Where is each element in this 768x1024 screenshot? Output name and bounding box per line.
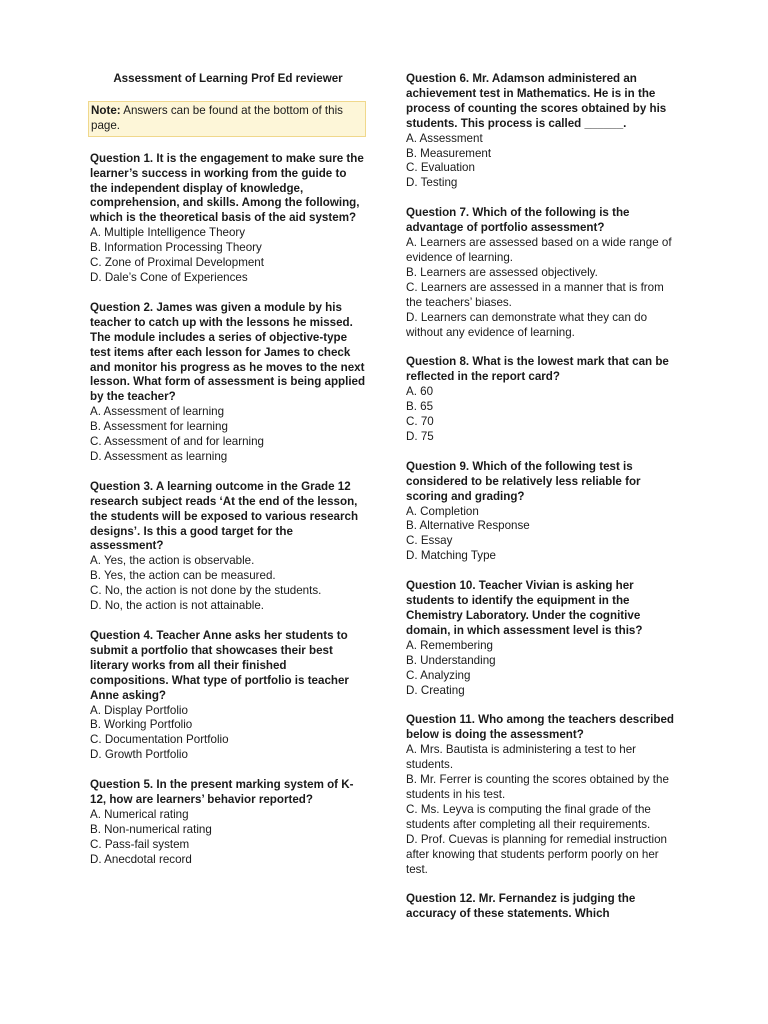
option-c: C. Pass-fail system — [90, 837, 190, 851]
option-a: A. Yes, the action is observable. — [90, 554, 255, 568]
option-b: B. Mr. Ferrer is counting the scores obtained by the students in his test. — [406, 773, 669, 801]
option-a: A. Multiple Intelligence Theory — [90, 226, 246, 240]
option-d: D. Prof. Cuevas is planning for remedial instruction after knowing that students perform poorly on her test. — [406, 832, 667, 876]
option-a: A. Assessment — [406, 131, 483, 145]
option-d: D. Dale’s Cone of Experiences — [90, 270, 248, 284]
option-b: B. Non-numerical rating — [90, 822, 212, 836]
question-text: Question 3. A learning outcome in the Grade 12 research subject reads ‘At the end of the lesson, the students will be exposed to various research designs’. Is this a good target for the assessment? — [90, 479, 359, 553]
right-column — [406, 72, 682, 937]
option-b: B. Yes, the action can be measured. — [90, 569, 276, 583]
option-d: D. Assessment as learning — [90, 449, 228, 463]
option-b: B. Working Portfolio — [90, 718, 193, 732]
option-a: A. Remembering — [406, 638, 493, 652]
option-c: C. Analyzing — [406, 668, 471, 682]
question-11 — [406, 713, 682, 877]
option-b: B. Measurement — [406, 146, 492, 160]
option-d: D. Learners can demonstrate what they can do without any evidence of learning. — [406, 310, 648, 339]
question-text: Question 6. Mr. Adamson administered an achievement test in Mathematics. He is in the process of counting the scores obtained by his students. This process is called ______. — [406, 72, 667, 130]
option-c: C. Ms. Leyva is computing the final grade of the students after completing all their requirements. — [406, 802, 651, 831]
option-d: D. Creating — [406, 683, 465, 697]
note-text: Answers can be found at the bottom of this page. — [91, 103, 343, 132]
option-a: A. Mrs. Bautista is administering a test to her students. — [406, 743, 637, 772]
option-a: A. 60 — [406, 385, 434, 399]
question-text: Question 12. Mr. Fernandez is judging the accuracy of these statements. Which — [406, 892, 636, 921]
question-3 — [90, 480, 366, 614]
answer-note — [88, 101, 366, 137]
question-text: Question 9. Which of the following test is considered to be relatively less reliable for scoring and grading? — [406, 459, 641, 503]
option-b: B. 65 — [406, 400, 434, 414]
question-10 — [406, 579, 682, 698]
question-text: Question 10. Teacher Vivian is asking her students to identify the equipment in the Chemistry Laboratory. Under the cognitive domain, in which assessment level is this? — [406, 579, 643, 637]
question-text: Question 5. In the present marking system of K-12, how are learners’ behavior reported? — [90, 778, 354, 807]
option-a: A. Completion — [406, 504, 479, 518]
option-c: C. 70 — [406, 415, 434, 429]
option-c: C. No, the action is not done by the students. — [90, 584, 322, 598]
question-text: Question 11. Who among the teachers described below is doing the assessment? — [406, 713, 675, 742]
option-c: C. Learners are assessed in a manner that is from the teachers’ biases. — [406, 280, 664, 309]
question-5 — [90, 778, 366, 867]
question-7 — [406, 206, 682, 340]
option-c: C. Documentation Portfolio — [90, 733, 229, 747]
question-text: Question 7. Which of the following is the advantage of portfolio assessment? — [406, 206, 630, 235]
question-text: Question 8. What is the lowest mark that can be reflected in the report card? — [406, 355, 669, 384]
question-8 — [406, 355, 682, 444]
document-title: Assessment of Learning Prof Ed reviewer — [113, 72, 343, 85]
option-b: B. Alternative Response — [406, 519, 530, 533]
option-c: C. Essay — [406, 534, 453, 548]
option-a: A. Numerical rating — [90, 807, 189, 821]
option-d: D. Growth Portfolio — [90, 748, 188, 762]
option-a: A. Learners are assessed based on a wide range of evidence of learning. — [406, 236, 672, 264]
option-c: C. Evaluation — [406, 161, 475, 175]
option-d: D. Matching Type — [406, 549, 497, 563]
option-d: D. No, the action is not attainable. — [90, 599, 265, 613]
option-a: A. Display Portfolio — [90, 703, 188, 717]
option-b: B. Understanding — [406, 653, 496, 667]
question-12 — [406, 892, 682, 922]
option-c: C. Assessment of and for learning — [90, 435, 264, 449]
option-c: C. Zone of Proximal Development — [90, 256, 264, 270]
question-text: Question 2. James was given a module by his teacher to catch up with the lessons he missed. The module includes a series of objective-type test items after each lesson for James to check and monitor his progress as he moves to the next lesson. What form of assessment is being applied by the teacher? — [90, 300, 366, 404]
option-b: B. Assessment for learning — [90, 420, 228, 434]
question-9 — [406, 460, 682, 564]
question-4 — [90, 629, 366, 763]
question-text: Question 4. Teacher Anne asks her students to submit a portfolio that showcases their best literary works from all their finished compositions. What type of portfolio is teacher Anne asking? — [90, 629, 349, 702]
option-b: B. Information Processing Theory — [90, 241, 262, 255]
question-text: Question 1. It is the engagement to make sure the learner’s success in working from the guide to the independent display of knowledge, comprehension, and skills. Among the following, which is the theoretical basis of the aid system? — [90, 151, 364, 225]
option-b: B. Learners are assessed objectively. — [406, 265, 598, 279]
note-label: Note: — [91, 103, 121, 117]
option-d: D. 75 — [406, 429, 434, 443]
option-a: A. Assessment of learning — [90, 405, 225, 419]
question-2 — [90, 301, 366, 465]
option-d: D. Testing — [406, 176, 458, 190]
option-d: D. Anecdotal record — [90, 852, 192, 866]
question-6 — [406, 72, 682, 191]
left-column — [90, 72, 366, 883]
question-1 — [90, 152, 366, 286]
